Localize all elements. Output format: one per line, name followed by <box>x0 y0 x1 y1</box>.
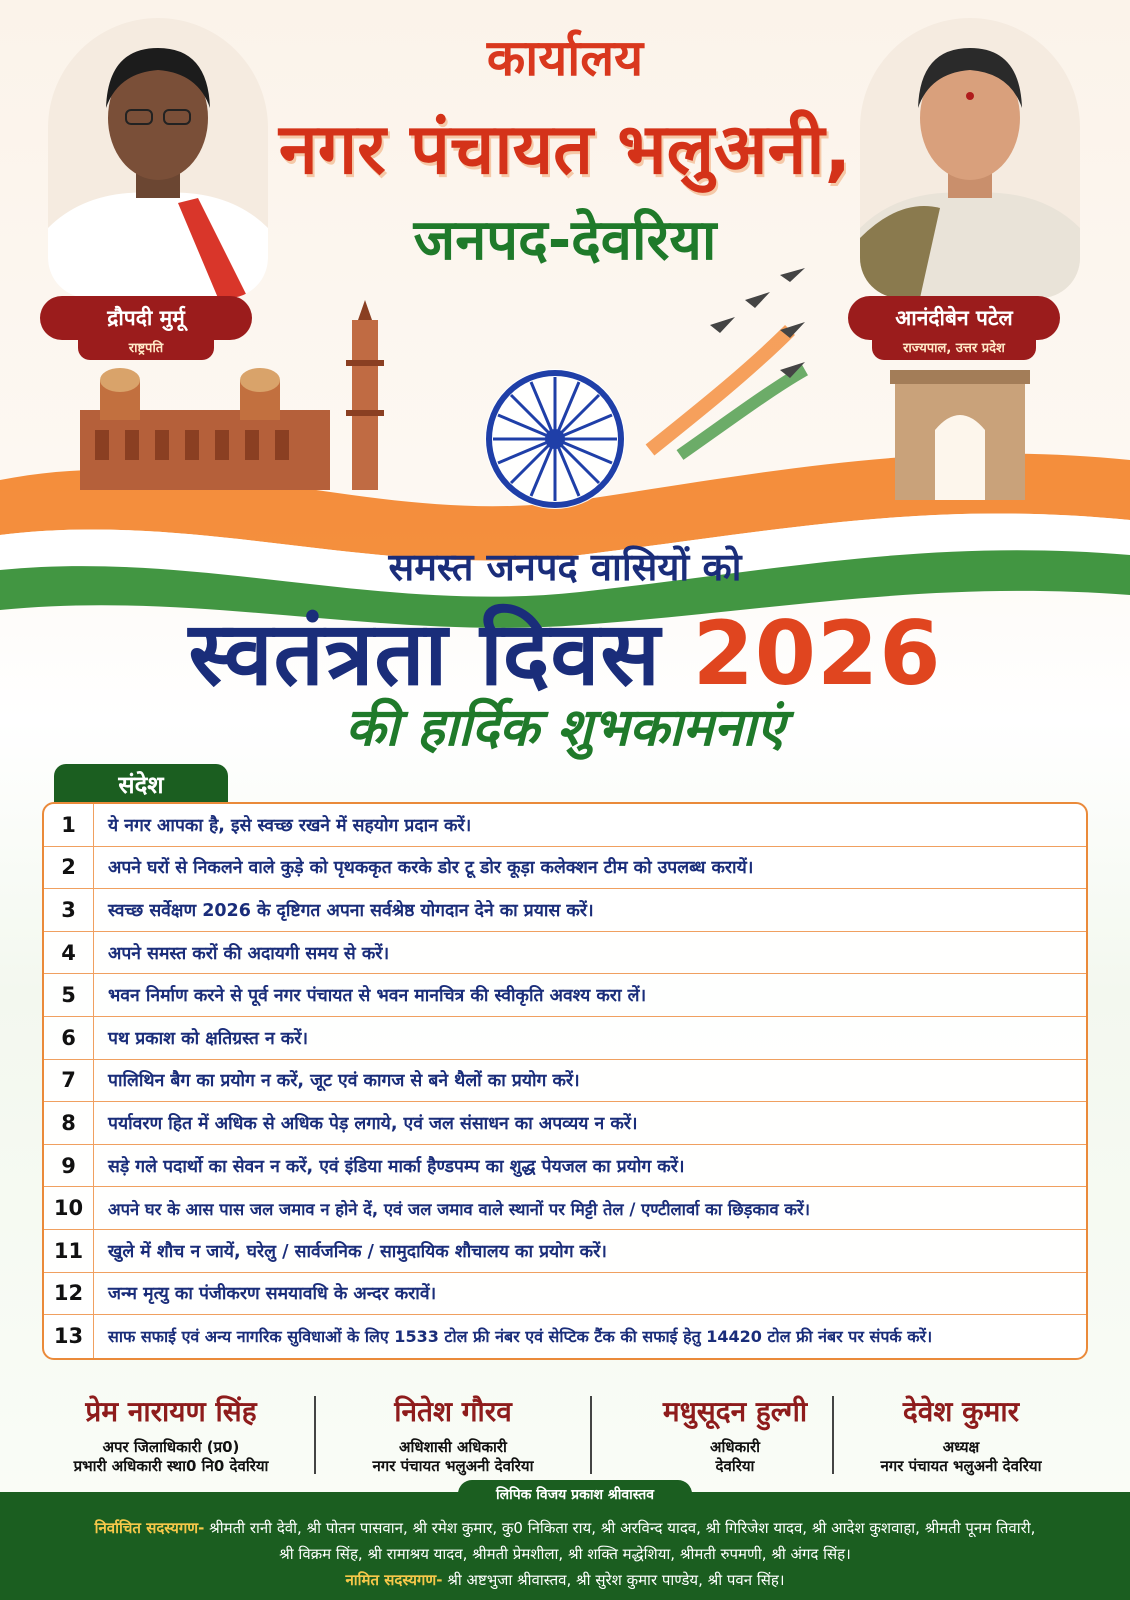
ashoka-chakra-icon <box>480 364 630 514</box>
message-number: 11 <box>44 1230 94 1272</box>
year-text: 2026 <box>692 602 942 705</box>
message-text: भवन निर्माण करने से पूर्व नगर पंचायत से भवन मानचित्र की स्वीकृति अवश्य करा लें। <box>108 986 647 1007</box>
person-left-illustration <box>48 18 268 298</box>
official-1 <box>36 1392 306 1476</box>
greeting-line: समस्त जनपद वासियों को <box>388 545 742 589</box>
message-text: खुले में शौच न जायें, घरेलु / सार्वजनिक / सामुदायिक शौचालय का प्रयोग करें। <box>108 1241 607 1262</box>
elected-members-line-2: श्री विक्रम सिंह, श्री रामाश्रय यादव, श्रीमती प्रेमशीला, श्री शक्ति मद्धेशिया, श्रीमती रुपमणी, श्री अंगद सिंह। <box>279 1545 851 1563</box>
office-label: कार्यालय <box>486 29 644 87</box>
message-row <box>44 1145 1086 1188</box>
official-name: प्रेम नारायण सिंह <box>85 1395 257 1428</box>
message-row <box>44 1102 1086 1145</box>
message-number: 7 <box>44 1060 94 1102</box>
message-number: 2 <box>44 847 94 889</box>
message-number: 12 <box>44 1273 94 1315</box>
nominated-members-line <box>0 1570 1130 1590</box>
portrait-right <box>860 18 1080 298</box>
message-text: साफ सफाई एवं अन्य नागरिक सुविधाओं के लिए 1533 टोल फ्री नंबर एवं सेप्टिक टैंक की सफाई हेतु 14420 टोल फ्री नंबर पर संपर्क करें। <box>108 1327 933 1347</box>
message-text: पालिथिन बैग का प्रयोग न करें, जूट एवं कागज से बने थैलों का प्रयोग करें। <box>108 1071 580 1092</box>
official-designation-place: नगर पंचायत भलुअनी देवरिया <box>880 1457 1042 1475</box>
message-table <box>42 802 1088 1360</box>
message-number: 8 <box>44 1102 94 1144</box>
clerk-label: लिपिक विजय प्रकाश श्रीवास्तव <box>458 1480 692 1508</box>
elected-members-label: निर्वाचित सदस्यगण- <box>94 1519 205 1537</box>
person-right-illustration <box>860 18 1080 298</box>
message-text: पथ प्रकाश को क्षतिग्रस्त न करें। <box>108 1028 309 1049</box>
message-number: 3 <box>44 889 94 931</box>
message-row <box>44 804 1086 847</box>
message-tab-label: संदेश <box>54 764 228 804</box>
message-number: 9 <box>44 1145 94 1187</box>
message-number: 13 <box>44 1315 94 1358</box>
nominated-members-label: नामित सदस्यगण- <box>345 1571 443 1589</box>
message-row <box>44 1273 1086 1316</box>
person-left-role: राष्ट्रपति <box>78 334 214 360</box>
official-designation: अध्यक्ष <box>942 1438 980 1456</box>
message-row <box>44 1060 1086 1103</box>
divider <box>590 1396 592 1474</box>
message-row <box>44 974 1086 1017</box>
message-row <box>44 1230 1086 1273</box>
person-left-name: द्रौपदी मुर्मू <box>40 296 252 340</box>
message-number: 6 <box>44 1017 94 1059</box>
official-designation-place: प्रभारी अधिकारी स्था0 नि0 देवरिया <box>73 1457 269 1475</box>
message-text: अपने घरों से निकलने वाले कुड़े को पृथककृत करके डोर टू डोर कूड़ा कलेक्शन टीम को उपलब्ध करायें। <box>108 858 754 879</box>
message-text: स्वच्छ सर्वेक्षण 2026 के दृष्टिगत अपना सर्वश्रेष्ठ योगदान देने का प्रयास करें। <box>108 900 594 921</box>
message-number: 10 <box>44 1187 94 1229</box>
message-text: अपने घर के आस पास जल जमाव न होने दें, एवं जल जमाव वाले स्थानों पर मिट्टी तेल / एण्टीलार्वा का छिड़काव करें। <box>108 1199 811 1219</box>
portrait-left <box>48 18 268 298</box>
official-designation-place: देवरिया <box>715 1457 755 1475</box>
message-row <box>44 847 1086 890</box>
nominated-members-names: श्री अष्टभुजा श्रीवास्तव, श्री सुरेश कुमार पाण्डेय, श्री पवन सिंह। <box>447 1571 785 1589</box>
person-right-role: राज्यपाल, उत्तर प्रदेश <box>872 334 1036 360</box>
official-designation-place: नगर पंचायत भलुअनी देवरिया <box>372 1457 534 1475</box>
organization-title: नगर पंचायत भलुअनी, <box>278 108 852 190</box>
message-number: 5 <box>44 974 94 1016</box>
elected-members-line-1 <box>0 1518 1130 1538</box>
message-number: 1 <box>44 804 94 846</box>
message-number: 4 <box>44 932 94 974</box>
official-name: नितेश गौरव <box>394 1395 512 1428</box>
message-text: अपने समस्त करों की अदायगी समय से करें। <box>108 943 390 964</box>
message-row <box>44 1017 1086 1060</box>
message-row <box>44 932 1086 975</box>
official-name: मधुसूदन हुल्गी <box>662 1395 808 1428</box>
divider <box>314 1396 316 1474</box>
message-text: ये नगर आपका है, इसे स्वच्छ रखने में सहयोग प्रदान करें। <box>108 815 472 836</box>
official-designation: अधिशासी अधिकारी <box>399 1438 507 1456</box>
message-row <box>44 889 1086 932</box>
jets-illustration <box>640 260 840 460</box>
wishes-line: की हार्दिक शुभकामनाएं <box>345 698 785 758</box>
independence-day-text: स्वतंत्रता दिवस <box>188 602 661 705</box>
message-row <box>44 1187 1086 1230</box>
elected-members-names-1: श्रीमती रानी देवी, श्री पोतन पासवान, श्री रमेश कुमार, कु0 निकिता राय, श्री अरविन्द यादव, श्री गिरिजेश यादव, श्री आदेश कुशवाहा, श्रीमती पूनम तिवारी, <box>209 1519 1036 1537</box>
message-text: जन्म मृत्यु का पंजीकरण समयावधि के अन्दर करावें। <box>108 1284 437 1305</box>
message-row <box>44 1315 1086 1358</box>
official-designation: अपर जिलाधिकारी (प्र0) <box>102 1438 240 1456</box>
message-text: पर्यावरण हित में अधिक से अधिक पेड़ लगाये, एवं जल संसाधन का अपव्यय न करें। <box>108 1113 638 1134</box>
official-name: देवेश कुमार <box>902 1395 1020 1428</box>
message-text: सड़े गले पदार्थो का सेवन न करें, एवं इंडिया मार्का हैण्डपम्प का शुद्ध पेयजल का प्रयोग करें। <box>108 1156 685 1177</box>
person-right-name: आनंदीबेन पटेल <box>848 296 1060 340</box>
official-designation: अधिकारी <box>710 1438 760 1456</box>
india-gate-illustration <box>890 360 1030 500</box>
official-4 <box>826 1392 1096 1476</box>
district-title: जनपद-देवरिया <box>413 208 717 273</box>
official-2 <box>318 1392 588 1476</box>
